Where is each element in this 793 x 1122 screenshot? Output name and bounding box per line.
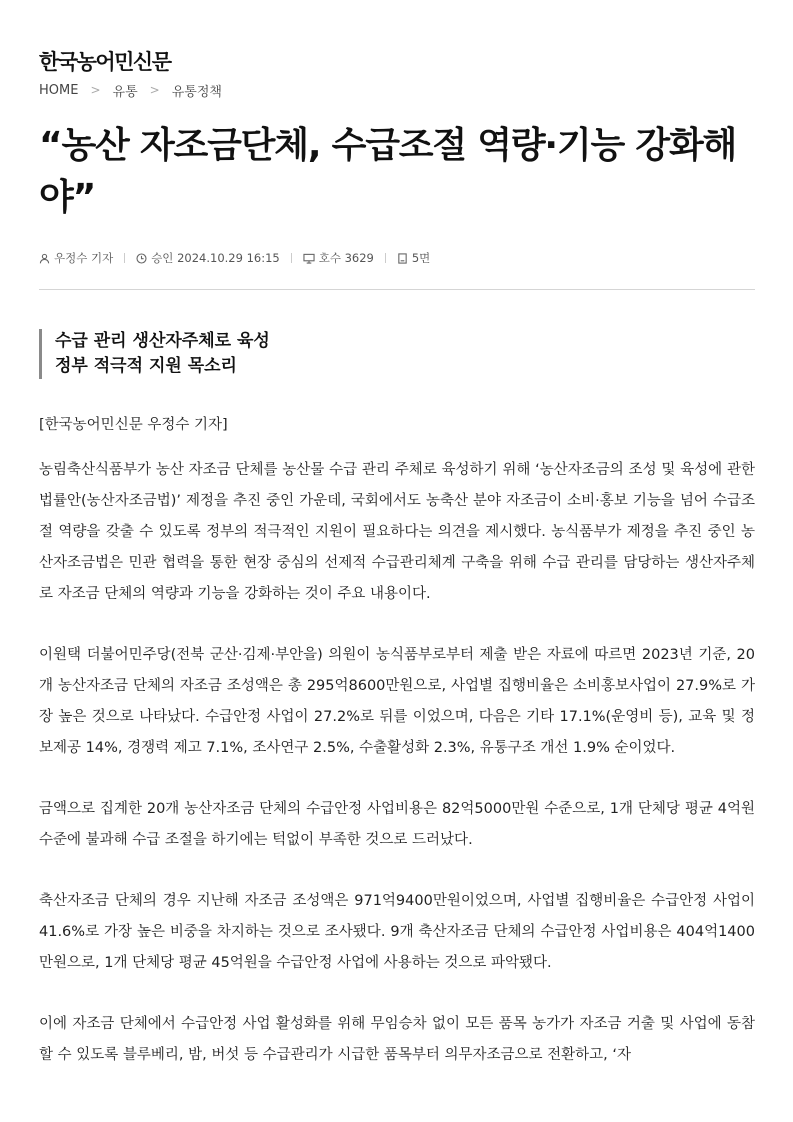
- meta-author-text: 우정수 기자: [54, 251, 114, 265]
- chevron-right-icon: >: [149, 83, 160, 97]
- body-paragraph: 이원택 더불어민주당(전북 군산·김제·부안을) 의원이 농식품부로부터 제출 받은 자료에 따르면 2023년 기준, 20개 농산자조금 단체의 자조금 조성액은 총 295억8600만원으로, 사업별 집행비율은 소비홍보사업이 27.9%로 가장 높은 것으로 나타났다. 수급안정 사업이 27.2%로 뒤를 이었으며, 다음은 기타 17.1%(운영비 등), 교육 및 정보제공 14%, 경쟁력 제고 7.1%, 조사연구 2.5%, 수출활성화 2.3%, 유통구조 개선 1.9% 순이었다.: [39, 647, 755, 756]
- monitor-icon: [303, 253, 315, 264]
- meta-approved: [136, 250, 280, 266]
- meta-page-text: 5면: [411, 251, 431, 265]
- meta-page: [397, 250, 430, 266]
- breadcrumb-distribution[interactable]: 유통: [112, 84, 138, 100]
- subheading-1: 수급 관리 생산자주체로 육성: [55, 331, 270, 351]
- meta-divider: [385, 253, 386, 263]
- user-icon: [39, 253, 50, 264]
- page-icon: [397, 253, 408, 264]
- clock-icon: [136, 253, 147, 264]
- article-byline: [한국농어민신문 우정수 기자]: [39, 417, 228, 433]
- article-body: [39, 455, 755, 1101]
- body-paragraph: 이에 자조금 단체에서 수급안정 사업 활성화를 위해 무임승차 없이 모든 품목 농가가 자조금 거출 및 사업에 동참할 수 있도록 블루베리, 밤, 버섯 등 수급관리가 시급한 품목부터 의무자조금으로 전환하고, ‘자: [39, 1016, 755, 1063]
- body-paragraph: 농림축산식품부가 농산 자조금 단체를 농산물 수급 관리 주체로 육성하기 위해 ‘농산자조금의 조성 및 육성에 관한 법률안(농산자조금법)’ 제정을 추진 중인 가운데, 국회에서도 농축산 분야 자조금이 소비·홍보 기능을 넘어 수급조절 역량을 갖출 수 있도록 정부의 적극적인 지원이 필요하다는 의견을 제시했다. 농식품부가 제정을 추진 중인 농산자조금법은 민관 협력을 통한 현장 중심의 선제적 수급관리체계 구축을 위해 수급 관리를 담당하는 생산자주체로 자조금 단체의 역량과 기능을 강화하는 것이 주요 내용이다.: [39, 462, 755, 602]
- meta-divider: [291, 253, 292, 263]
- site-logo[interactable]: 한국농어민신문: [39, 50, 171, 74]
- article-title: “농산 자조금단체, 수급조절 역량·기능 강화해야”: [39, 125, 737, 218]
- article-subheadings: [39, 329, 270, 379]
- chevron-right-icon: >: [90, 83, 101, 97]
- meta-author: [39, 250, 113, 266]
- body-paragraph: 축산자조금 단체의 경우 지난해 자조금 조성액은 971억9400만원이었으며, 사업별 집행비율은 수급안정 사업이 41.6%로 가장 높은 비중을 차지하는 것으로 조사됐다. 9개 축산자조금 단체의 수급안정 사업비용은 404억1400만원으로, 1개 단체당 평균 45억원을 수급안정 사업에 사용하는 것으로 파악됐다.: [39, 893, 755, 971]
- breadcrumb-distribution-policy[interactable]: 유통정책: [171, 84, 222, 100]
- breadcrumb: [39, 80, 222, 100]
- meta-approved-text: 승인 2024.10.29 16:15: [151, 251, 280, 265]
- breadcrumb-home[interactable]: HOME: [39, 82, 79, 98]
- meta-issue-text: 호수 3629: [318, 251, 374, 265]
- header-divider: [39, 289, 755, 290]
- meta-divider: [124, 253, 125, 263]
- meta-issue: [303, 250, 374, 266]
- article-meta: [39, 249, 430, 267]
- subheading-2: 정부 적극적 지원 목소리: [55, 356, 237, 376]
- body-paragraph: 금액으로 집계한 20개 농산자조금 단체의 수급안정 사업비용은 82억5000만원 수준으로, 1개 단체당 평균 4억원 수준에 불과해 수급 조절을 하기에는 턱없이 부족한 것으로 드러났다.: [39, 801, 755, 848]
